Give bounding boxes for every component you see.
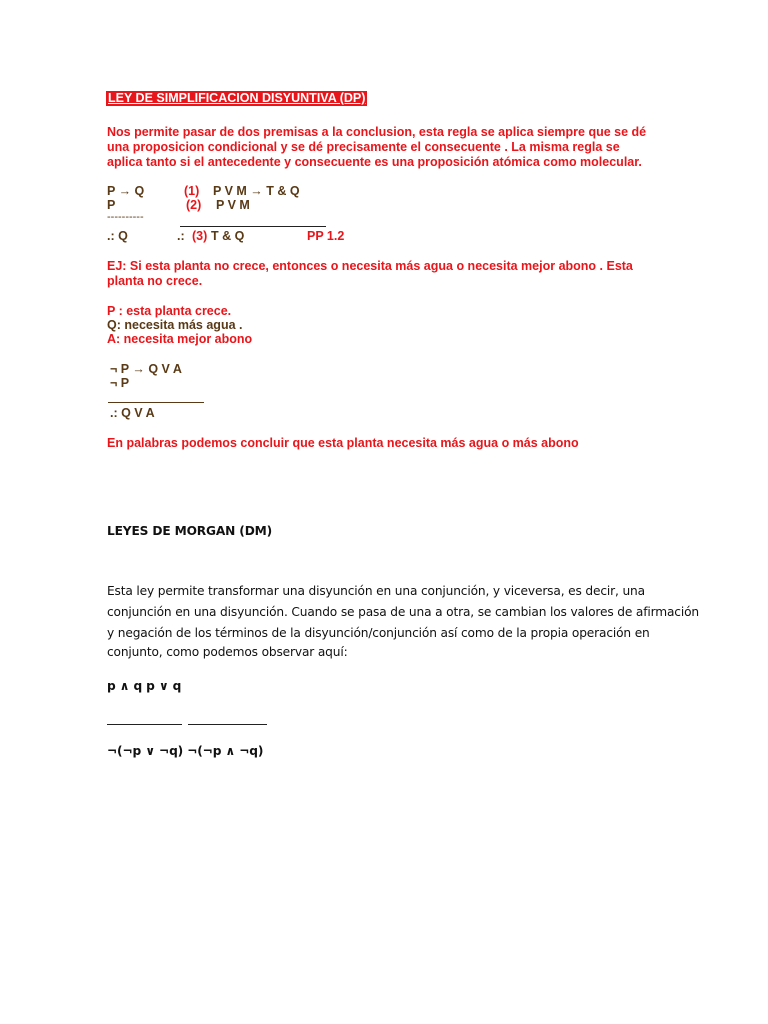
schema-right-num-2: (2) (186, 198, 202, 212)
schema-right-conclusion: T & Q (211, 229, 245, 243)
schema-right-therefore: .: (177, 229, 185, 243)
schema-reference: PP 1.2 (307, 229, 345, 243)
schema-left-premise-1: P → Q (107, 184, 145, 198)
morgan-rule-left (107, 724, 182, 725)
schema-right-premise-2: P V M (216, 198, 250, 212)
argument-rule (108, 402, 204, 403)
example-line-2: planta no crece. (107, 274, 203, 288)
morgan-formula-top: p ∧ q p ∨ q (107, 679, 182, 693)
intro-line-1: Nos permite pasar de dos premisas a la conclusion, esta regla se aplica siempre que se dé (107, 125, 647, 139)
definition-a: A: necesita mejor abono (107, 332, 253, 346)
schema-right-premise-1: P V M → T & Q (213, 184, 300, 198)
morgan-body-line-1: Esta ley permite transformar una disyunción en una conjunción, y viceversa, es decir, una (107, 584, 645, 598)
schema-right-num-1: (1) (184, 184, 200, 198)
intro-line-3: aplica tanto si el antecedente y consecuente es una proposición atómica como molecular. (107, 155, 642, 169)
argument-premise-1: ¬ P → Q V A (110, 362, 182, 376)
morgan-body-line-3: y negación de los términos de la disyunción/conjunción así como de la propia operación en (107, 626, 650, 640)
morgan-rule-right (188, 724, 267, 725)
schema-right-rule (180, 226, 326, 227)
example-line-1: EJ: Si esta planta no crece, entonces o necesita más agua o necesita mejor abono . Esta (107, 259, 633, 273)
section-title-simplificacion: LEY DE SIMPLIFICACION DISYUNTIVA (DP) (108, 91, 366, 105)
morgan-body-line-2: conjunción en una disyunción. Cuando se pasa de una a otra, se cambian los valores de afirmación (107, 605, 699, 619)
definition-p: P : esta planta crece. (107, 304, 232, 318)
intro-line-2: una proposicion condicional y se dé precisamente el consecuente . La misma regla se (107, 140, 620, 154)
schema-left-divider: ---------- (107, 211, 144, 223)
schema-left-conclusion: .: Q (107, 229, 128, 243)
conclusion-sentence: En palabras podemos concluir que esta planta necesita más agua o más abono (107, 436, 579, 450)
argument-premise-2: ¬ P (110, 376, 130, 390)
schema-right-num-3: (3) (192, 229, 208, 243)
section-title-morgan: LEYES DE MORGAN (DM) (107, 524, 273, 538)
morgan-formula-bottom: ¬(¬p ∨ ¬q) ¬(¬p ∧ ¬q) (107, 744, 264, 758)
morgan-body-line-4: conjunto, como podemos observar aquí: (107, 645, 348, 659)
schema-left-premise-2: P (107, 198, 116, 212)
argument-conclusion: .: Q V A (110, 406, 155, 420)
definition-q: Q: necesita más agua . (107, 318, 243, 332)
